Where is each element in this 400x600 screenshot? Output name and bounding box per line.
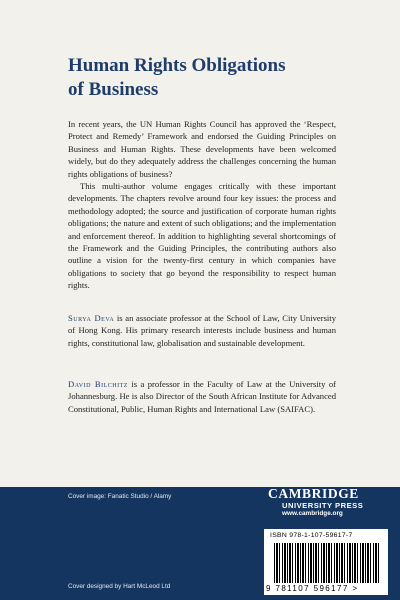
author-bio-2 (68, 378, 336, 415)
publisher-url: www.cambridge.org (282, 510, 343, 517)
description-paragraph-2: This multi-author volume engages critically with these important developments. The chapters revolve around four key issues: the process and methodology adopted; the source and justification of corporate human rights obligations; the nature and extent of such obligations; and the implementation and enforcement thereof. In addition to highlighting several shortcomings of the Framework and the Guiding Principles, the contributing authors also outline a vision for the twenty-first century in which companies have obligations to society that go beyond the responsibility to respect human rights. (68, 181, 336, 291)
barcode-icon (274, 543, 380, 583)
book-title-line-2: of Business (68, 79, 159, 100)
isbn-barcode-panel (264, 529, 388, 595)
barcode-digits: 9 781107 596177 > (266, 584, 359, 593)
author-bio-text-1: is an associate professor at the School of Law, City University of Hong Kong. His primary research interests include business and human rights, constitutional law, globalisation and sustainable development. (68, 313, 336, 348)
description-paragraph-1: In recent years, the UN Human Rights Council has approved the ‘Respect, Protect and Remedy’ Framework and endorsed the Guiding Principles on Business and Human Rights. These developments have been welcomed widely, but do they adequately address the challenges concerning the human rights obligations of business? (68, 119, 336, 179)
publisher-name: CAMBRIDGE (268, 486, 359, 501)
publisher-logo (268, 487, 388, 518)
publisher-subtitle: UNIVERSITY PRESS (282, 501, 364, 510)
cover-image-credit: Cover image: Fanatic Studio / Alamy (68, 493, 172, 500)
book-description (68, 118, 336, 292)
cover-design-credit: Cover designed by Hart McLeod Ltd (68, 583, 171, 590)
footer-band (0, 487, 400, 600)
author-name-1: Surya Deva (68, 313, 115, 323)
author-bio-text-2: is a professor in the Faculty of Law at the University of Johannesburg. He is also Director of the South African Institute for Advanced Constitutional, Public, Human Rights and International Law (SAIFAC). (68, 379, 337, 414)
author-name-2: David Bilchitz (68, 379, 128, 389)
book-title-line-1: Human Rights Obligations (68, 55, 286, 76)
isbn-number: ISBN 978-1-107-59617-7 (270, 532, 353, 539)
book-title (68, 54, 348, 102)
author-bio-1 (68, 312, 336, 349)
